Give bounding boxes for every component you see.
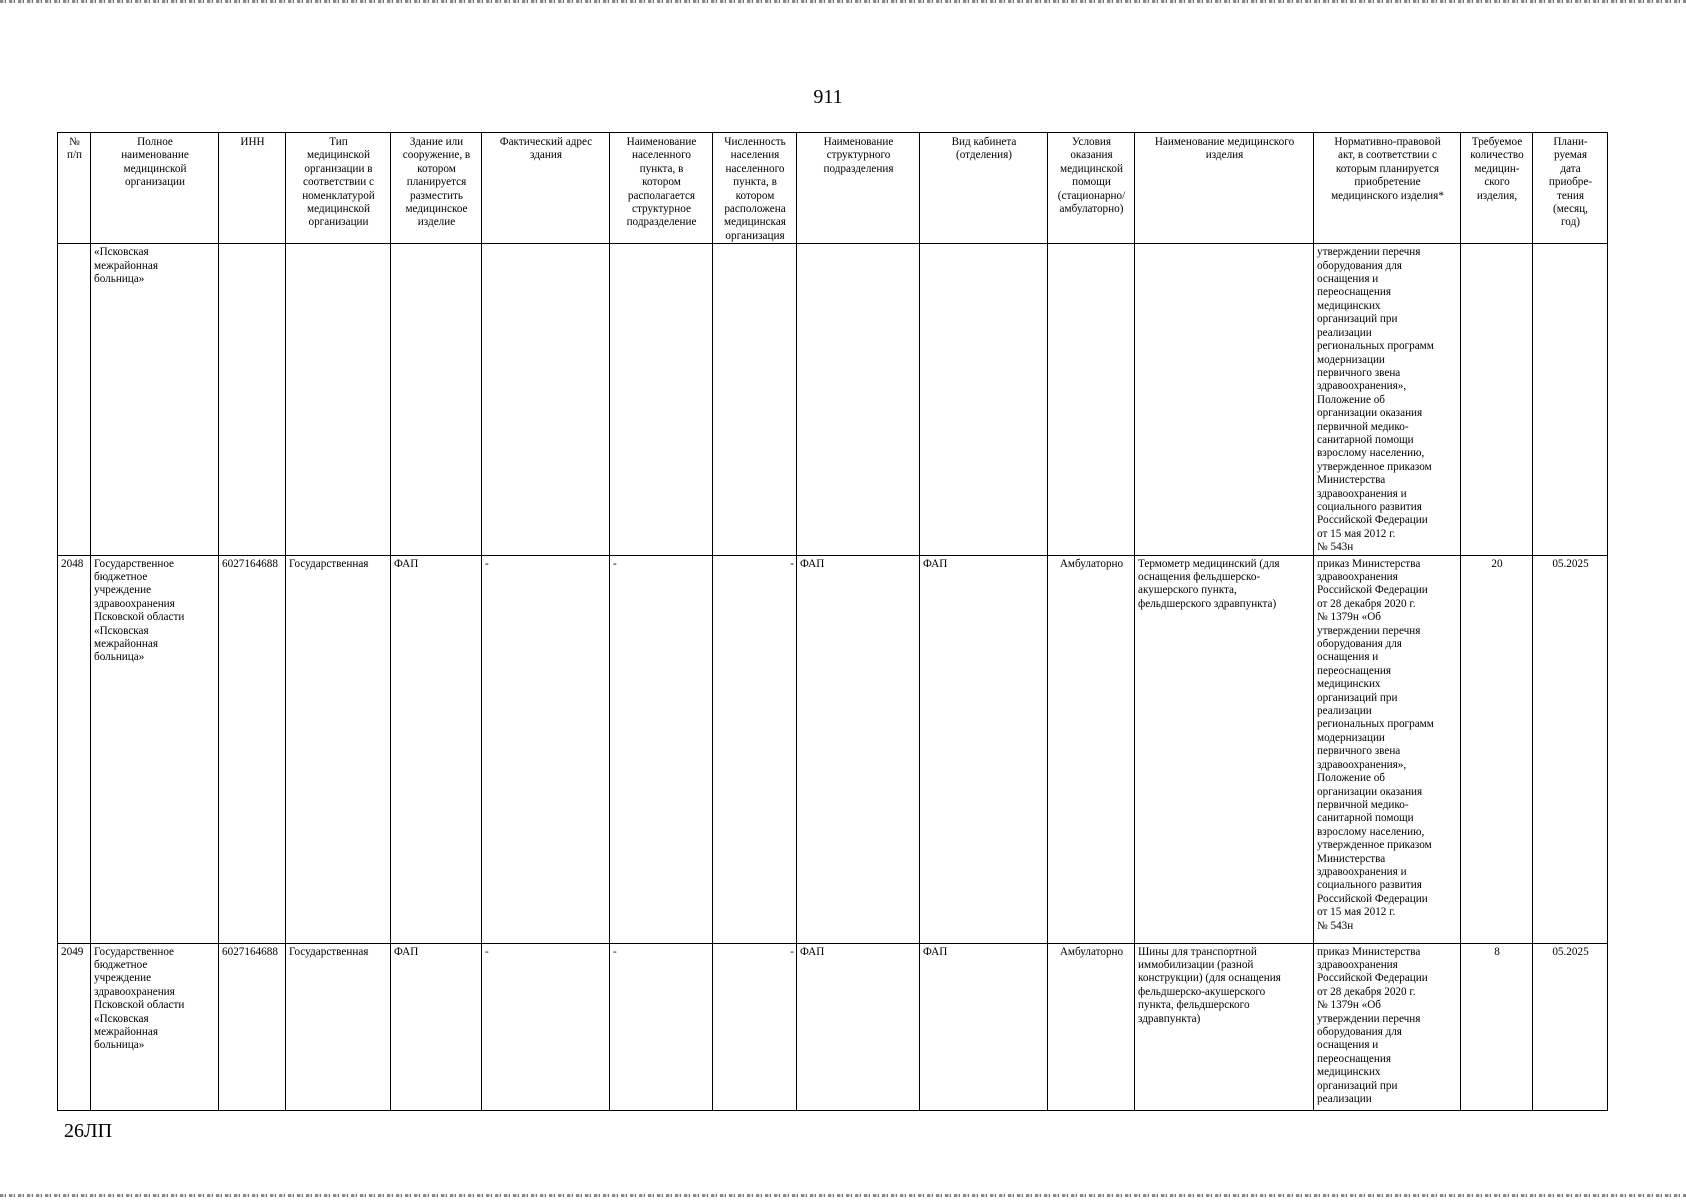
cell-inn: 6027164688 [219, 943, 286, 1110]
header-number: № п/п [58, 133, 91, 244]
cell-address [482, 244, 610, 555]
cell-planned-date [1533, 244, 1608, 555]
cell-inn [219, 244, 286, 555]
header-quantity: Требуемое количество медицин- ского изделия, [1461, 133, 1533, 244]
cell-quantity: 20 [1461, 555, 1533, 943]
header-cabinet: Вид кабинета (отделения) [920, 133, 1048, 244]
cell-number: 2048 [58, 555, 91, 943]
cell-legal-act: приказ Министерства здравоохранения Российской Федерации от 28 декабря 2020 г. № 1379н «Об утверждении перечня оборудования для оснащения и переоснащения медицинских организаций при реализации региональных программ модернизации первичного звена здравоохранения», Положение об организации оказания первичной медико- санитарной помощи взрослому населению, утвержденное приказом Министерства здравоохранения и социального развития Российской Федерации от 15 мая 2012 г. № 543н [1314, 555, 1461, 943]
cell-conditions [1048, 244, 1135, 555]
cell-planned-date: 05.2025 [1533, 555, 1608, 943]
cell-org-type: Государственная [286, 943, 391, 1110]
cell-device [1135, 244, 1314, 555]
cell-org-type [286, 244, 391, 555]
cell-building [391, 244, 482, 555]
cell-legal-act: утверждении перечня оборудования для оснащения и переоснащения медицинских организаций при реализации региональных программ модернизации первичного звена здравоохранения», Положение об организации оказания первичной медико- санитарной помощи взрослому населению, утвержденное приказом Министерства здравоохранения и социального развития Российской Федерации от 15 мая 2012 г. № 543н [1314, 244, 1461, 555]
cell-org-type: Государственная [286, 555, 391, 943]
header-conditions: Условия оказания медицинской помощи (стационарно/ амбулаторно) [1048, 133, 1135, 244]
header-org-type: Тип медицинской организации в соответствии с номенклатурой медицинской организации [286, 133, 391, 244]
cell-number [58, 244, 91, 555]
cell-cabinet: ФАП [920, 943, 1048, 1110]
equipment-table [57, 132, 1608, 1111]
table-row [58, 244, 1608, 555]
cell-unit: ФАП [797, 555, 920, 943]
header-unit: Наименование структурного подразделения [797, 133, 920, 244]
cell-number: 2049 [58, 943, 91, 1110]
footer-stamp: 26ЛП [64, 1120, 113, 1142]
cell-conditions: Амбулаторно [1048, 555, 1135, 943]
cell-conditions: Амбулаторно [1048, 943, 1135, 1110]
header-legal-act: Нормативно-правовой акт, в соответствии с которым планируется приобретение медицинского изделия* [1314, 133, 1461, 244]
header-org-name: Полное наименование медицинской организации [91, 133, 219, 244]
table-header-row [58, 133, 1608, 244]
header-device: Наименование медицинского изделия [1135, 133, 1314, 244]
cell-quantity: 8 [1461, 943, 1533, 1110]
cell-locality: - [610, 943, 713, 1110]
cell-locality: - [610, 555, 713, 943]
header-locality: Наименование населенного пункта, в котором располагается структурное подразделение [610, 133, 713, 244]
cell-building: ФАП [391, 943, 482, 1110]
cell-address: - [482, 555, 610, 943]
header-planned-date: Плани- руемая дата приобре- тения (месяц, год) [1533, 133, 1608, 244]
cell-building: ФАП [391, 555, 482, 943]
table-row [58, 555, 1608, 943]
cell-device: Термометр медицинский (для оснащения фельдшерско- акушерского пункта, фельдшерского здравпункта) [1135, 555, 1314, 943]
cell-org-name: «Псковская межрайонная больница» [91, 244, 219, 555]
cell-unit [797, 244, 920, 555]
page-number: 911 [813, 86, 843, 108]
header-inn: ИНН [219, 133, 286, 244]
cell-org-name: Государственное бюджетное учреждение здравоохранения Псковской области «Псковская межрайонная больница» [91, 943, 219, 1110]
cell-population: - [713, 943, 797, 1110]
table-row [58, 943, 1608, 1110]
header-population: Численность населения населенного пункта, в котором расположена медицинская организация [713, 133, 797, 244]
scan-edge-bottom [0, 1194, 1686, 1197]
header-building: Здание или сооружение, в котором планируется разместить медицинское изделие [391, 133, 482, 244]
cell-quantity [1461, 244, 1533, 555]
cell-population: - [713, 555, 797, 943]
cell-legal-act: приказ Министерства здравоохранения Российской Федерации от 28 декабря 2020 г. № 1379н «Об утверждении перечня оборудования для оснащения и переоснащения медицинских организаций при реализации [1314, 943, 1461, 1110]
cell-cabinet: ФАП [920, 555, 1048, 943]
cell-org-name: Государственное бюджетное учреждение здравоохранения Псковской области «Псковская межрайонная больница» [91, 555, 219, 943]
cell-planned-date: 05.2025 [1533, 943, 1608, 1110]
header-address: Фактический адрес здания [482, 133, 610, 244]
cell-address: - [482, 943, 610, 1110]
cell-device: Шины для транспортной иммобилизации (разной конструкции) (для оснащения фельдшерско-акушерского пункта, фельдшерского здравпункта) [1135, 943, 1314, 1110]
cell-unit: ФАП [797, 943, 920, 1110]
cell-inn: 6027164688 [219, 555, 286, 943]
cell-cabinet [920, 244, 1048, 555]
cell-population [713, 244, 797, 555]
scan-edge-top [0, 0, 1686, 3]
cell-locality [610, 244, 713, 555]
